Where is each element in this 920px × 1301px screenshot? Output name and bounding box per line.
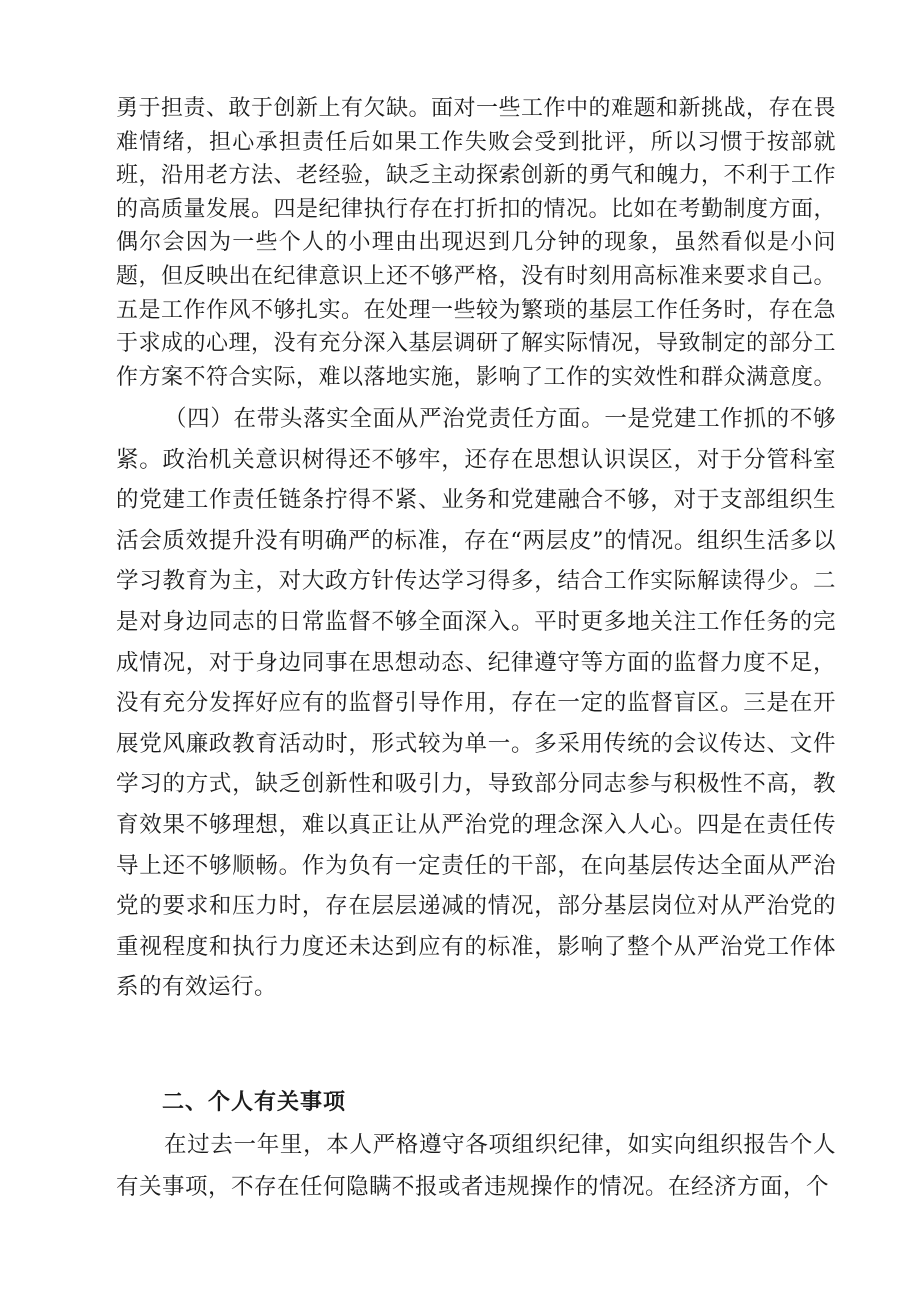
- paragraph-continued: 勇于担责、敢于创新上有欠缺。面对一些工作中的难题和新挑战，存在畏难情绪，担心承担责任后如果工作失败会受到批评，所以习惯于按部就班，沿用老方法、老经验，缺乏主动探索创新的勇气和魄力，不利于工作的高质量发展。四是纪律执行存在打折扣的情况。比如在考勤制度方面，偶尔会因为一些个人的小理由出现迟到几分钟的现象，虽然看似是小问题，但反映出在纪律意识上还不够严格，没有时刻用高标准来要求自己。五是工作作风不够扎实。在处理一些较为繁琐的基层工作任务时，存在急于求成的心理，没有充分深入基层调研了解实际情况，导致制定的部分工作方案不符合实际，难以落地实施，影响了工作的实效性和群众满意度。: [116, 96, 837, 390]
- paragraph-section-4: （四）在带头落实全面从严治党责任方面。一是党建工作抓的不够紧。政治机关意识树得还不够牢，还存在思想认识误区，对于分管科室的党建工作责任链条拧得不紧、业务和党建融合不够，对于支部组织生活会质效提升没有明确严的标准，存在“两层皮”的情况。组织生活多以学习教育为主，对大政方针传达学习得多，结合工作实际解读得少。二是对身边同志的日常监督不够全面深入。平时更多地关注工作任务的完成情况，对于身边同事在思想动态、纪律遵守等方面的监督力度不足，没有充分发挥好应有的监督引导作用，存在一定的监督盲区。三是在开展党风廉政教育活动时，形式较为单一。多采用传统的会议传达、文件学习的方式，缺乏创新性和吸引力，导致部分同志参与积极性不高，教育效果不够理想，难以真正让从严治党的理念深入人心。四是在责任传导上还不够顺畅。作为负有一定责任的干部，在向基层传达全面从严治党的要求和压力时，存在层层递减的情况，部分基层岗位对从严治党的重视程度和执行力度还未达到应有的标准，影响了整个从严治党工作体系的有效运行。: [116, 406, 836, 1001]
- paragraph-section-2: 在过去一年里，本人严格遵守各项组织纪律，如实向组织报告个人有关事项，不存在任何隐瞒不报或者违规操作的情况。在经济方面，个: [116, 1132, 836, 1200]
- section-heading-2: 二、个人有关事项: [162, 1090, 347, 1115]
